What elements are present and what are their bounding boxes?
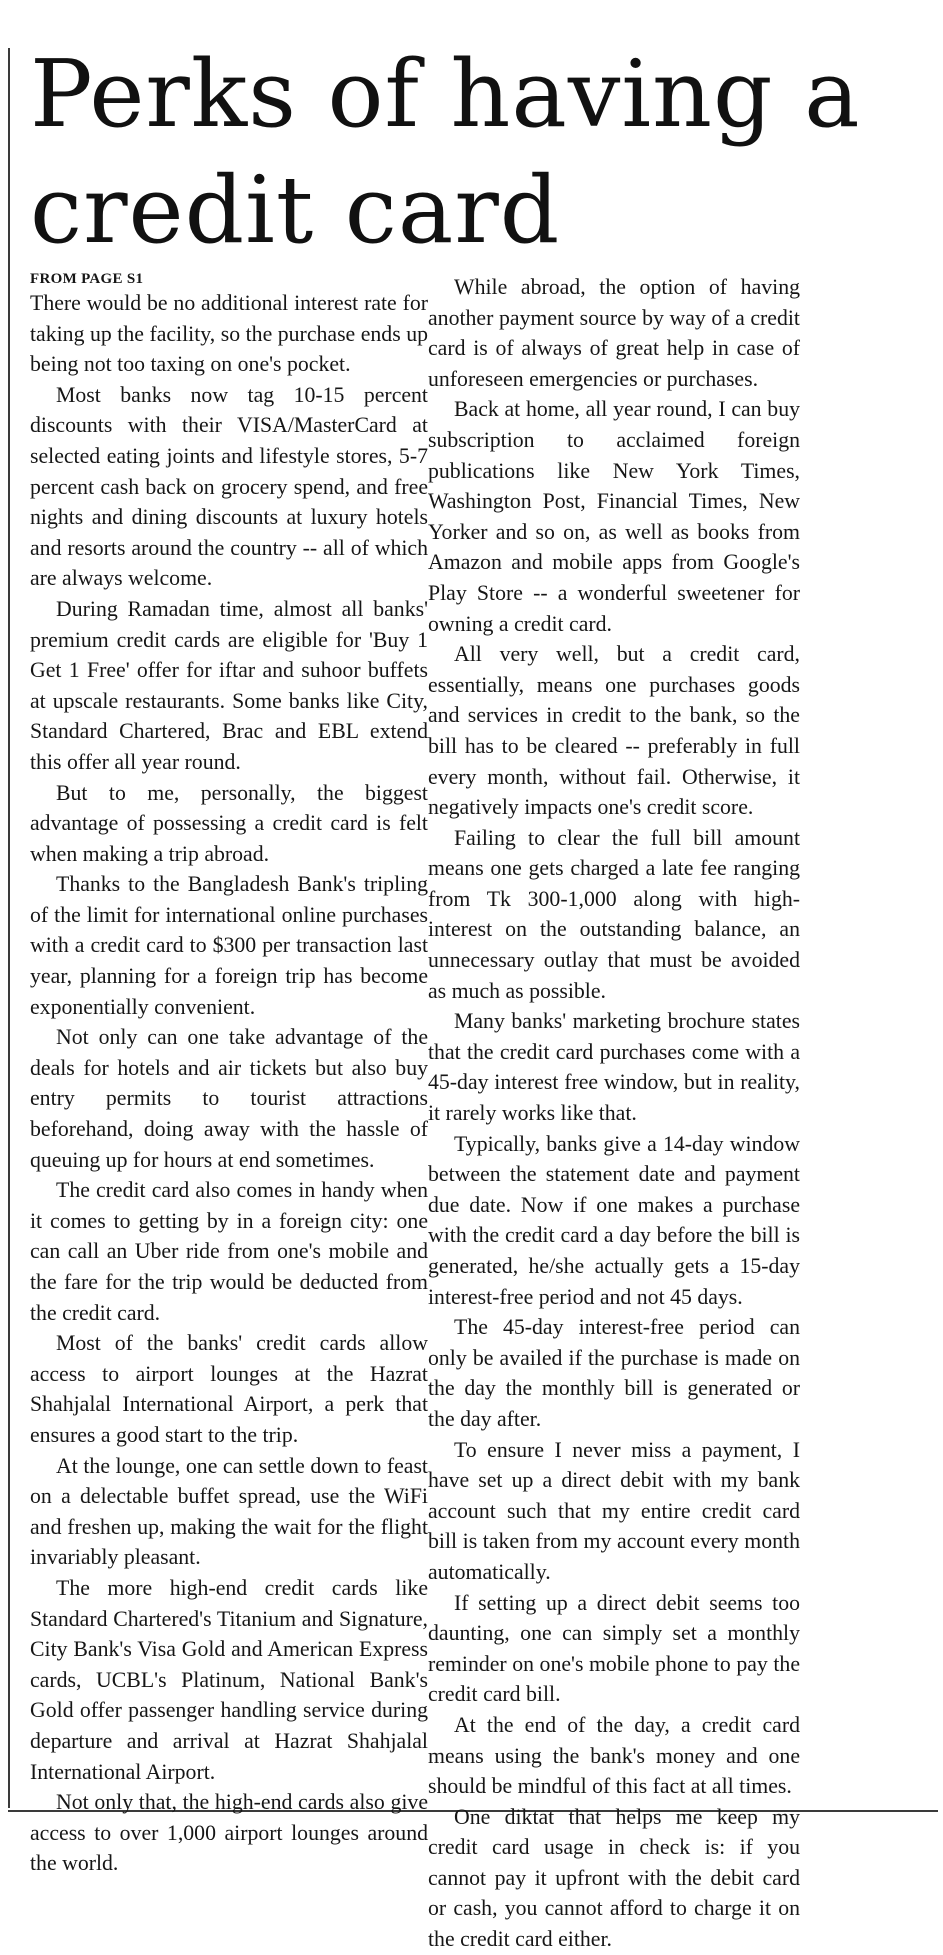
paragraph: One diktat that helps me keep my credit card usage in check is: if you cannot pay it upfront with the debit card or cash, you cannot afford to charge it on the credit card either. bbox=[428, 1804, 800, 1952]
article-column-right bbox=[428, 272, 800, 1955]
paragraph: The credit card also comes in handy when it comes to getting by in a foreign city: one can call an Uber ride from one's mobile and the fare for the trip would be deducted from the credit card. bbox=[30, 1178, 428, 1325]
article-column-left bbox=[30, 270, 428, 1879]
paragraph: At the end of the day, a credit card means using the bank's money and one should be mindful of this fact at all times. bbox=[428, 1712, 800, 1799]
paragraph: The 45-day interest-free period can only be availed if the purchase is made on the day the monthly bill is generated or the day after. bbox=[428, 1315, 800, 1431]
headline: Perks of having a credit card bbox=[30, 40, 861, 264]
paragraph: Thanks to the Bangladesh Bank's tripling of the limit for international online purchases with a credit card to $300 per transaction last year, planning for a foreign trip has become exponentially convenient. bbox=[30, 872, 428, 1019]
paragraph: If setting up a direct debit seems too daunting, one can simply set a monthly reminder on one's mobile phone to pay the credit card bill. bbox=[428, 1590, 800, 1707]
paragraph: Not only can one take advantage of the deals for hotels and air tickets but also buy entry permits to tourist attractions beforehand, doing away with the hassle of queuing up for hours at end sometimes. bbox=[30, 1025, 428, 1172]
paragraph: Most of the banks' credit cards allow access to airport lounges at the Hazrat Shahjalal International Airport, a perk that ensures a good start to the trip. bbox=[30, 1331, 428, 1447]
paragraph: The more high-end credit cards like Standard Chartered's Titanium and Signature, City Bank's Visa Gold and American Express cards, UCBL's Platinum, National Bank's Gold offer passenger handling service during departure and arrival at Hazrat Shahjalal International Airport. bbox=[30, 1575, 428, 1784]
paragraph: To ensure I never miss a payment, I have set up a direct debit with my bank account such that my entire credit card bill is taken from my account every month automatically. bbox=[428, 1437, 800, 1584]
paragraph: Many banks' marketing brochure states that the credit card purchases come with a 45-day interest free window, but in reality, it rarely works like that. bbox=[428, 1009, 800, 1126]
paragraph: There would be no additional interest rate for taking up the facility, so the purchase ends up being not too taxing on one's pocket. bbox=[30, 291, 428, 377]
paragraph: While abroad, the option of having another payment source by way of a credit card is of always of great help in case of unforeseen emergencies or purchases. bbox=[428, 275, 800, 391]
paragraph: During Ramadan time, almost all banks' premium credit cards are eligible for 'Buy 1 Get 1 Free' offer for iftar and suhoor buffets at upscale restaurants. Some banks like City, Standard Chartered, Brac and EBL extend this offer all year round. bbox=[30, 596, 428, 774]
column-rule-left bbox=[8, 48, 10, 1808]
paragraph: All very well, but a credit card, essentially, means one purchases goods and services in credit to the bank, so the bill has to be cleared -- preferably in full every month, without fail. Otherwise, it negatively impacts one's credit score. bbox=[428, 642, 800, 820]
paragraph: Failing to clear the full bill amount means one gets charged a late fee ranging from Tk 300-1,000 along with high-interest on the outstanding balance, an unnecessary outlay that must be avoided as much as possible. bbox=[428, 825, 800, 1003]
paragraph: At the lounge, one can settle down to feast on a delectable buffet spread, use the WiFi and freshen up, making the wait for the flight invariably pleasant. bbox=[30, 1453, 428, 1570]
paragraph: Back at home, all year round, I can buy subscription to acclaimed foreign publications like New York Times, Washington Post, Financial Times, New Yorker and so on, as well as books from Amazon and mobile apps from Google's Play Store -- a wonderful sweetener for owning a credit card. bbox=[428, 397, 800, 636]
paragraph: Not only that, the high-end cards also give access to over 1,000 airport lounges around the world. bbox=[30, 1790, 428, 1876]
dateline: FROM PAGE S1 bbox=[30, 271, 144, 287]
paragraph: But to me, personally, the biggest advantage of possessing a credit card is felt when making a trip abroad. bbox=[30, 780, 428, 866]
paragraph: Most banks now tag 10-15 percent discounts with their VISA/MasterCard at selected eating joints and lifestyle stores, 5-7 percent cash back on grocery spend, and free nights and dining discounts at luxury hotels and resorts around the country -- all of which are always welcome. bbox=[30, 382, 428, 591]
paragraph: Typically, banks give a 14-day window between the statement date and payment due date. Now if one makes a purchase with the credit card a day before the bill is generated, he/she actually gets a 15-day interest-free period and not 45 days. bbox=[428, 1131, 800, 1309]
